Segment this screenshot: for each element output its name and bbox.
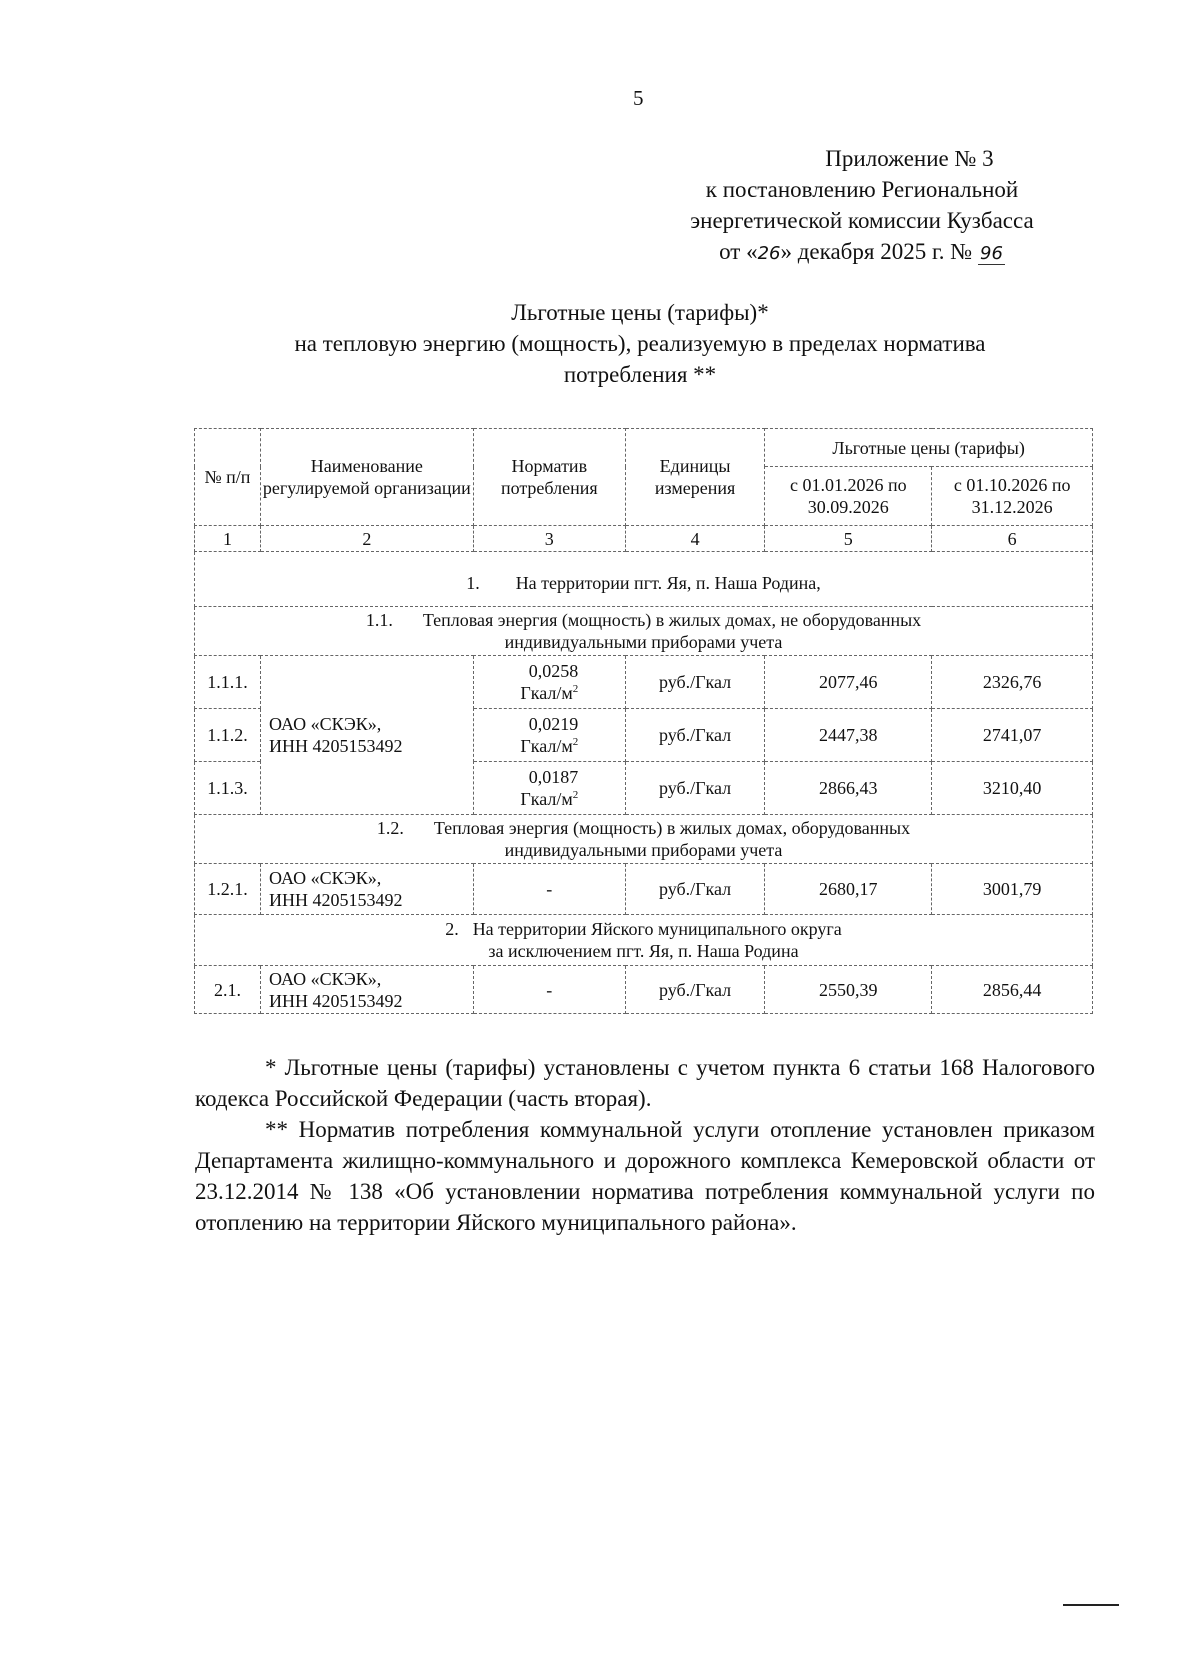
page-number: 5 bbox=[633, 86, 644, 110]
header-period-2: с 01.10.2026 по 31.12.2026 bbox=[932, 467, 1093, 526]
subsection-heading bbox=[195, 607, 1093, 656]
header-prices: Льготные цены (тарифы) bbox=[765, 429, 1093, 467]
section-number: 2. bbox=[445, 919, 459, 939]
subsection-row bbox=[195, 815, 1093, 864]
price-period-2: 2741,07 bbox=[932, 709, 1093, 762]
handwritten-number: 96 bbox=[980, 243, 1003, 264]
table-row bbox=[195, 864, 1093, 915]
signature-line bbox=[1063, 1604, 1119, 1606]
column-number-row bbox=[195, 526, 1093, 552]
header-norm: Норматив потребления bbox=[473, 429, 625, 526]
footnotes bbox=[195, 1052, 1095, 1238]
table-header-row bbox=[195, 429, 1093, 467]
appendix-ref-line: к постановлению Региональной bbox=[705, 177, 1019, 202]
row-number: 1.1.3. bbox=[195, 762, 261, 815]
title-line: на тепловую энергию (мощность), реализуемую в пределах норматива bbox=[294, 331, 986, 356]
norm-unit: Гкал/м bbox=[520, 736, 573, 756]
subsection-text: индивидуальными приборами учета bbox=[504, 840, 783, 860]
date-suffix: » декабря 2025 г. № bbox=[780, 239, 973, 264]
title-line: Льготные цены (тарифы)* bbox=[511, 300, 769, 325]
tariff-table bbox=[194, 428, 1093, 1014]
column-number: 6 bbox=[932, 526, 1093, 552]
section-row bbox=[195, 915, 1093, 966]
appendix-ref-line: энергетической комиссии Кузбасса bbox=[690, 208, 1034, 233]
norm-value: 0,0258 bbox=[528, 661, 579, 681]
row-number: 1.1.2. bbox=[195, 709, 261, 762]
unit-cell: руб./Гкал bbox=[625, 762, 764, 815]
price-period-2: 2856,44 bbox=[932, 966, 1093, 1014]
price-period-1: 2077,46 bbox=[765, 656, 932, 709]
section-text: На территории Яйского муниципального округа bbox=[472, 919, 842, 939]
section-heading bbox=[195, 552, 1093, 607]
price-period-2: 2326,76 bbox=[932, 656, 1093, 709]
handwritten-day: 26 bbox=[757, 243, 781, 264]
row-number: 1.2.1. bbox=[195, 864, 261, 915]
column-number: 1 bbox=[195, 526, 261, 552]
org-inn: ИНН 4205153492 bbox=[268, 890, 403, 910]
norm-value: 0,0187 bbox=[528, 767, 579, 787]
org-name: ОАО «СКЭК», bbox=[268, 714, 382, 734]
norm-unit-sup: 2 bbox=[572, 736, 579, 748]
footnote-1: * Льготные цены (тарифы) установлены с учетом пункта 6 статьи 168 Налогового кодекса Российской Федерации (часть вторая). bbox=[195, 1055, 1095, 1111]
subsection-heading bbox=[195, 815, 1093, 864]
footnote-2: ** Норматив потребления коммунальной услуги отопление установлен приказом Департамента жилищно-коммунального и дорожного комплекса Кемеровской области от 23.12.2014 № 138 «Об установлении норматива потребления коммунальной услуги по отоплению на территории Яйского муниципального района». bbox=[195, 1117, 1095, 1235]
row-number: 2.1. bbox=[195, 966, 261, 1014]
org-cell bbox=[260, 864, 473, 915]
appendix-header bbox=[642, 143, 1082, 269]
subsection-row bbox=[195, 607, 1093, 656]
table-row bbox=[195, 966, 1093, 1014]
date-prefix: от « bbox=[719, 239, 758, 264]
norm-value: 0,0219 bbox=[528, 714, 579, 734]
section-heading bbox=[195, 915, 1093, 966]
subsection-number: 1.1. bbox=[365, 610, 393, 630]
subsection-text: индивидуальными приборами учета bbox=[504, 632, 783, 652]
section-text: за исключением пгт. Яя, п. Наша Родина bbox=[488, 941, 799, 961]
section-row bbox=[195, 552, 1093, 607]
column-number: 5 bbox=[765, 526, 932, 552]
norm-unit-sup: 2 bbox=[572, 789, 579, 801]
norm-cell: - bbox=[473, 966, 625, 1014]
price-period-1: 2866,43 bbox=[765, 762, 932, 815]
norm-cell bbox=[473, 656, 625, 709]
title-line: потребления ** bbox=[563, 362, 717, 387]
appendix-title: Приложение № 3 bbox=[825, 146, 994, 171]
unit-cell: руб./Гкал bbox=[625, 966, 764, 1014]
org-cell bbox=[260, 966, 473, 1014]
header-unit: Единицы измерения bbox=[625, 429, 764, 526]
org-name: ОАО «СКЭК», bbox=[268, 868, 382, 888]
org-inn: ИНН 4205153492 bbox=[268, 990, 403, 1011]
unit-cell: руб./Гкал bbox=[625, 864, 764, 915]
price-period-2: 3001,79 bbox=[932, 864, 1093, 915]
header-org: Наименование регулируемой организации bbox=[260, 429, 473, 526]
row-number: 1.1.1. bbox=[195, 656, 261, 709]
price-period-1: 2680,17 bbox=[765, 864, 932, 915]
price-period-2: 3210,40 bbox=[932, 762, 1093, 815]
norm-cell: - bbox=[473, 864, 625, 915]
document-title bbox=[200, 297, 1080, 390]
norm-cell bbox=[473, 709, 625, 762]
header-num: № п/п bbox=[195, 429, 261, 526]
header-period-1: с 01.01.2026 по 30.09.2026 bbox=[765, 467, 932, 526]
subsection-number: 1.2. bbox=[376, 818, 404, 838]
subsection-text: Тепловая энергия (мощность) в жилых домах, оборудованных bbox=[433, 818, 911, 838]
column-number: 4 bbox=[625, 526, 764, 552]
org-inn: ИНН 4205153492 bbox=[268, 736, 403, 756]
org-name: ОАО «СКЭК», bbox=[268, 968, 382, 989]
column-number: 2 bbox=[260, 526, 473, 552]
norm-unit: Гкал/м bbox=[520, 683, 573, 703]
unit-cell: руб./Гкал bbox=[625, 656, 764, 709]
norm-cell bbox=[473, 762, 625, 815]
column-number: 3 bbox=[473, 526, 625, 552]
appendix-date-line bbox=[642, 236, 1082, 269]
norm-unit-sup: 2 bbox=[572, 683, 579, 695]
price-period-1: 2447,38 bbox=[765, 709, 932, 762]
norm-unit: Гкал/м bbox=[520, 789, 573, 809]
subsection-text: Тепловая энергия (мощность) в жилых домах, не оборудованных bbox=[422, 610, 922, 630]
section-text: На территории пгт. Яя, п. Наша Родина, bbox=[515, 573, 821, 593]
price-period-1: 2550,39 bbox=[765, 966, 932, 1014]
table-row bbox=[195, 656, 1093, 709]
org-cell bbox=[260, 656, 473, 815]
unit-cell: руб./Гкал bbox=[625, 709, 764, 762]
section-number: 1. bbox=[466, 573, 480, 593]
